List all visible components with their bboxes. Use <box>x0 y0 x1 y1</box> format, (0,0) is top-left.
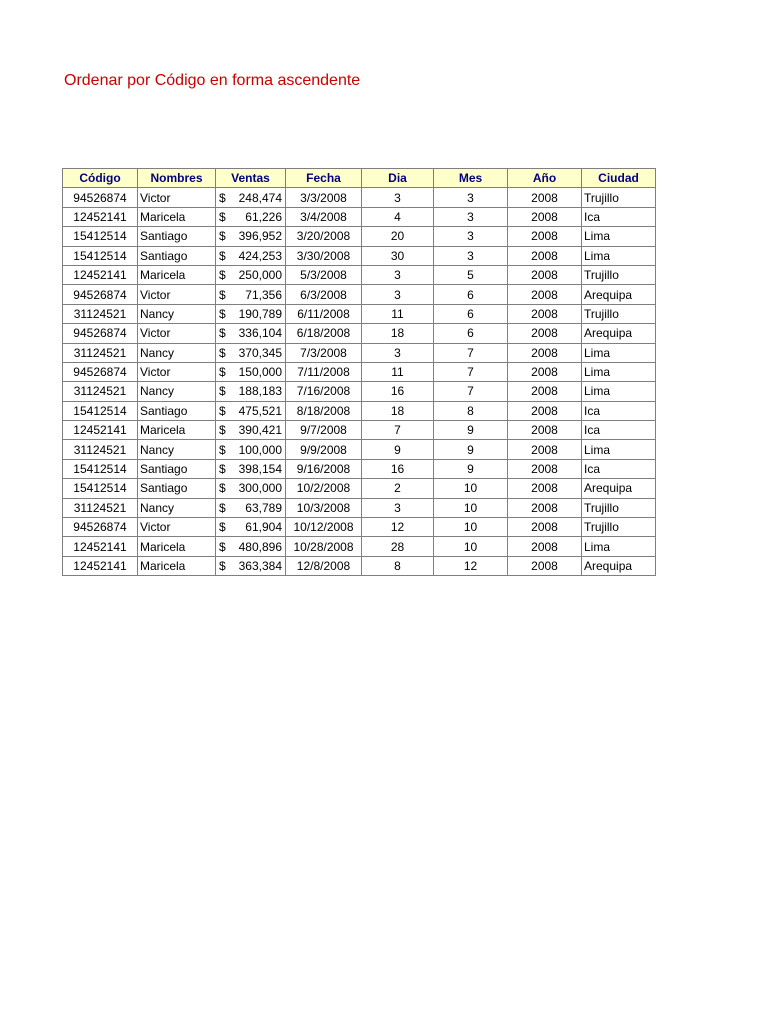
codigo-cell: 94526874 <box>63 188 138 207</box>
ventas-amount: 398,154 <box>238 462 282 477</box>
ano-cell: 2008 <box>508 556 582 575</box>
mes-cell: 7 <box>434 362 508 381</box>
ano-cell: 2008 <box>508 188 582 207</box>
mes-cell: 3 <box>434 207 508 226</box>
ventas-amount: 480,896 <box>238 539 282 554</box>
ventas-amount: 188,183 <box>238 384 282 399</box>
currency-symbol: $ <box>219 306 226 321</box>
mes-cell: 12 <box>434 556 508 575</box>
codigo-cell: 12452141 <box>63 556 138 575</box>
codigo-cell: 94526874 <box>63 518 138 537</box>
ciudad-cell: Lima <box>582 362 656 381</box>
header-dia: Dia <box>362 169 434 188</box>
ventas-amount: 71,356 <box>245 287 282 302</box>
ventas-amount: 250,000 <box>238 268 282 283</box>
ventas-cell <box>216 498 286 517</box>
ventas-amount: 61,904 <box>245 520 282 535</box>
fecha-cell: 10/12/2008 <box>286 518 362 537</box>
sales-table <box>62 168 656 576</box>
table-row <box>63 285 656 304</box>
ventas-cell <box>216 304 286 323</box>
currency-symbol: $ <box>219 326 226 341</box>
ciudad-cell: Lima <box>582 246 656 265</box>
header-fecha: Fecha <box>286 169 362 188</box>
currency-symbol: $ <box>219 403 226 418</box>
ano-cell: 2008 <box>508 304 582 323</box>
ano-cell: 2008 <box>508 479 582 498</box>
page-title: Ordenar por Código en forma ascendente <box>64 72 361 89</box>
ventas-cell <box>216 362 286 381</box>
currency-symbol: $ <box>219 229 226 244</box>
codigo-cell: 12452141 <box>63 537 138 556</box>
ventas-amount: 248,474 <box>238 190 282 205</box>
ciudad-cell: Lima <box>582 227 656 246</box>
ano-cell: 2008 <box>508 459 582 478</box>
ventas-cell <box>216 479 286 498</box>
ciudad-cell: Arequipa <box>582 324 656 343</box>
fecha-cell: 7/11/2008 <box>286 362 362 381</box>
nombres-cell: Victor <box>138 188 216 207</box>
codigo-cell: 31124521 <box>63 304 138 323</box>
fecha-cell: 10/28/2008 <box>286 537 362 556</box>
ano-cell: 2008 <box>508 246 582 265</box>
ciudad-cell: Ica <box>582 459 656 478</box>
header-nombres: Nombres <box>138 169 216 188</box>
dia-cell: 3 <box>362 188 434 207</box>
codigo-cell: 31124521 <box>63 498 138 517</box>
fecha-cell: 3/20/2008 <box>286 227 362 246</box>
ventas-amount: 150,000 <box>238 365 282 380</box>
ventas-amount: 190,789 <box>238 306 282 321</box>
header-row <box>63 169 656 188</box>
ano-cell: 2008 <box>508 537 582 556</box>
ventas-cell <box>216 285 286 304</box>
ventas-amount: 390,421 <box>238 423 282 438</box>
fecha-cell: 6/11/2008 <box>286 304 362 323</box>
dia-cell: 12 <box>362 518 434 537</box>
nombres-cell: Maricela <box>138 421 216 440</box>
ano-cell: 2008 <box>508 324 582 343</box>
table-row <box>63 188 656 207</box>
dia-cell: 7 <box>362 421 434 440</box>
mes-cell: 6 <box>434 285 508 304</box>
ventas-amount: 61,226 <box>245 209 282 224</box>
fecha-cell: 8/18/2008 <box>286 401 362 420</box>
ano-cell: 2008 <box>508 518 582 537</box>
table-row <box>63 362 656 381</box>
dia-cell: 20 <box>362 227 434 246</box>
ano-cell: 2008 <box>508 207 582 226</box>
ciudad-cell: Trujillo <box>582 188 656 207</box>
codigo-cell: 94526874 <box>63 324 138 343</box>
nombres-cell: Santiago <box>138 246 216 265</box>
fecha-cell: 9/7/2008 <box>286 421 362 440</box>
nombres-cell: Nancy <box>138 382 216 401</box>
header-ventas: Ventas <box>216 169 286 188</box>
currency-symbol: $ <box>219 190 226 205</box>
ventas-cell <box>216 324 286 343</box>
nombres-cell: Victor <box>138 362 216 381</box>
dia-cell: 3 <box>362 285 434 304</box>
ventas-cell <box>216 265 286 284</box>
ano-cell: 2008 <box>508 498 582 517</box>
mes-cell: 10 <box>434 537 508 556</box>
codigo-cell: 15412514 <box>63 401 138 420</box>
dia-cell: 11 <box>362 362 434 381</box>
dia-cell: 16 <box>362 459 434 478</box>
dia-cell: 28 <box>362 537 434 556</box>
currency-symbol: $ <box>219 442 226 457</box>
table-row <box>63 518 656 537</box>
currency-symbol: $ <box>219 384 226 399</box>
table-row <box>63 421 656 440</box>
table-row <box>63 227 656 246</box>
table-body <box>63 188 656 576</box>
header-ciudad: Ciudad <box>582 169 656 188</box>
ciudad-cell: Lima <box>582 440 656 459</box>
table-row <box>63 304 656 323</box>
table-row <box>63 246 656 265</box>
currency-symbol: $ <box>219 345 226 360</box>
mes-cell: 5 <box>434 265 508 284</box>
currency-symbol: $ <box>219 423 226 438</box>
currency-symbol: $ <box>219 539 226 554</box>
mes-cell: 3 <box>434 188 508 207</box>
ventas-amount: 370,345 <box>238 345 282 360</box>
ventas-cell <box>216 207 286 226</box>
codigo-cell: 31124521 <box>63 440 138 459</box>
ventas-cell <box>216 401 286 420</box>
ano-cell: 2008 <box>508 227 582 246</box>
ventas-cell <box>216 537 286 556</box>
dia-cell: 18 <box>362 324 434 343</box>
ventas-cell <box>216 246 286 265</box>
dia-cell: 3 <box>362 343 434 362</box>
table-row <box>63 265 656 284</box>
currency-symbol: $ <box>219 287 226 302</box>
nombres-cell: Maricela <box>138 537 216 556</box>
table-row <box>63 440 656 459</box>
ciudad-cell: Ica <box>582 207 656 226</box>
table-row <box>63 479 656 498</box>
codigo-cell: 94526874 <box>63 362 138 381</box>
ciudad-cell: Lima <box>582 537 656 556</box>
codigo-cell: 12452141 <box>63 265 138 284</box>
ventas-cell <box>216 227 286 246</box>
codigo-cell: 15412514 <box>63 459 138 478</box>
ventas-amount: 300,000 <box>238 481 282 496</box>
header-codigo: Código <box>63 169 138 188</box>
ciudad-cell: Trujillo <box>582 498 656 517</box>
currency-symbol: $ <box>219 248 226 263</box>
fecha-cell: 9/9/2008 <box>286 440 362 459</box>
currency-symbol: $ <box>219 500 226 515</box>
codigo-cell: 15412514 <box>63 479 138 498</box>
table-row <box>63 207 656 226</box>
ciudad-cell: Trujillo <box>582 265 656 284</box>
mes-cell: 8 <box>434 401 508 420</box>
nombres-cell: Santiago <box>138 227 216 246</box>
header-mes: Mes <box>434 169 508 188</box>
nombres-cell: Santiago <box>138 459 216 478</box>
mes-cell: 10 <box>434 518 508 537</box>
fecha-cell: 3/4/2008 <box>286 207 362 226</box>
currency-symbol: $ <box>219 559 226 573</box>
mes-cell: 7 <box>434 343 508 362</box>
mes-cell: 9 <box>434 440 508 459</box>
currency-symbol: $ <box>219 209 226 224</box>
ventas-amount: 100,000 <box>238 442 282 457</box>
nombres-cell: Santiago <box>138 479 216 498</box>
nombres-cell: Victor <box>138 324 216 343</box>
dia-cell: 3 <box>362 265 434 284</box>
dia-cell: 4 <box>362 207 434 226</box>
currency-symbol: $ <box>219 481 226 496</box>
ventas-amount: 336,104 <box>238 326 282 341</box>
nombres-cell: Santiago <box>138 401 216 420</box>
fecha-cell: 6/3/2008 <box>286 285 362 304</box>
ano-cell: 2008 <box>508 265 582 284</box>
codigo-cell: 31124521 <box>63 382 138 401</box>
ventas-cell <box>216 382 286 401</box>
ciudad-cell: Lima <box>582 343 656 362</box>
ciudad-cell: Trujillo <box>582 518 656 537</box>
ventas-amount: 475,521 <box>238 403 282 418</box>
ano-cell: 2008 <box>508 440 582 459</box>
codigo-cell: 15412514 <box>63 246 138 265</box>
nombres-cell: Nancy <box>138 440 216 459</box>
mes-cell: 3 <box>434 227 508 246</box>
ciudad-cell: Arequipa <box>582 556 656 575</box>
ventas-amount: 396,952 <box>238 229 282 244</box>
mes-cell: 3 <box>434 246 508 265</box>
nombres-cell: Nancy <box>138 498 216 517</box>
header-ano: Año <box>508 169 582 188</box>
ventas-cell <box>216 440 286 459</box>
ano-cell: 2008 <box>508 362 582 381</box>
ciudad-cell: Arequipa <box>582 285 656 304</box>
ano-cell: 2008 <box>508 401 582 420</box>
fecha-cell: 9/16/2008 <box>286 459 362 478</box>
codigo-cell: 12452141 <box>63 421 138 440</box>
fecha-cell: 3/3/2008 <box>286 188 362 207</box>
fecha-cell: 10/2/2008 <box>286 479 362 498</box>
table-row <box>63 324 656 343</box>
dia-cell: 16 <box>362 382 434 401</box>
nombres-cell: Maricela <box>138 265 216 284</box>
mes-cell: 10 <box>434 498 508 517</box>
codigo-cell: 15412514 <box>63 227 138 246</box>
table-row <box>63 401 656 420</box>
fecha-cell: 5/3/2008 <box>286 265 362 284</box>
codigo-cell: 31124521 <box>63 343 138 362</box>
ciudad-cell: Ica <box>582 401 656 420</box>
table-row <box>63 343 656 362</box>
fecha-cell: 7/3/2008 <box>286 343 362 362</box>
currency-symbol: $ <box>219 462 226 477</box>
mes-cell: 9 <box>434 459 508 478</box>
fecha-cell: 7/16/2008 <box>286 382 362 401</box>
table-row <box>63 556 656 575</box>
ventas-cell <box>216 188 286 207</box>
table-row <box>63 498 656 517</box>
ventas-cell <box>216 518 286 537</box>
ano-cell: 2008 <box>508 382 582 401</box>
dia-cell: 11 <box>362 304 434 323</box>
table-row <box>63 459 656 478</box>
fecha-cell: 3/30/2008 <box>286 246 362 265</box>
mes-cell: 6 <box>434 324 508 343</box>
ventas-amount: 424,253 <box>238 248 282 263</box>
mes-cell: 9 <box>434 421 508 440</box>
ciudad-cell: Trujillo <box>582 304 656 323</box>
ventas-amount: 363,384 <box>238 559 282 573</box>
ventas-cell <box>216 421 286 440</box>
ano-cell: 2008 <box>508 421 582 440</box>
nombres-cell: Maricela <box>138 207 216 226</box>
currency-symbol: $ <box>219 520 226 535</box>
dia-cell: 3 <box>362 498 434 517</box>
fecha-cell: 12/8/2008 <box>286 556 362 575</box>
mes-cell: 10 <box>434 479 508 498</box>
ventas-amount: 63,789 <box>245 500 282 515</box>
ventas-cell <box>216 556 286 575</box>
nombres-cell: Victor <box>138 285 216 304</box>
dia-cell: 2 <box>362 479 434 498</box>
ciudad-cell: Arequipa <box>582 479 656 498</box>
codigo-cell: 12452141 <box>63 207 138 226</box>
fecha-cell: 6/18/2008 <box>286 324 362 343</box>
ciudad-cell: Ica <box>582 421 656 440</box>
currency-symbol: $ <box>219 268 226 283</box>
ventas-cell <box>216 459 286 478</box>
table-row <box>63 537 656 556</box>
nombres-cell: Nancy <box>138 343 216 362</box>
table-row <box>63 382 656 401</box>
fecha-cell: 10/3/2008 <box>286 498 362 517</box>
mes-cell: 7 <box>434 382 508 401</box>
dia-cell: 9 <box>362 440 434 459</box>
dia-cell: 8 <box>362 556 434 575</box>
ano-cell: 2008 <box>508 285 582 304</box>
nombres-cell: Nancy <box>138 304 216 323</box>
nombres-cell: Maricela <box>138 556 216 575</box>
dia-cell: 18 <box>362 401 434 420</box>
mes-cell: 6 <box>434 304 508 323</box>
nombres-cell: Victor <box>138 518 216 537</box>
ano-cell: 2008 <box>508 343 582 362</box>
ventas-cell <box>216 343 286 362</box>
codigo-cell: 94526874 <box>63 285 138 304</box>
currency-symbol: $ <box>219 365 226 380</box>
dia-cell: 30 <box>362 246 434 265</box>
ciudad-cell: Lima <box>582 382 656 401</box>
